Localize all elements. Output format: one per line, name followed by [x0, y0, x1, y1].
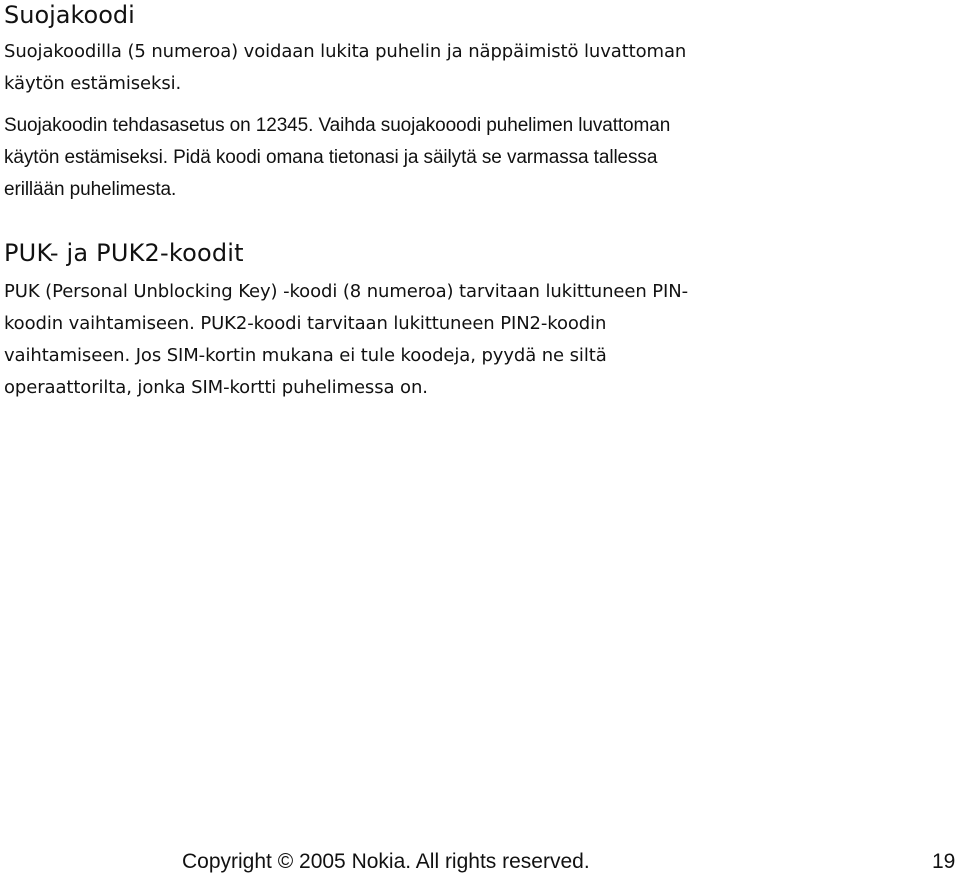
text-line: erillään puhelimesta. [4, 179, 177, 200]
paragraph-suojakoodi-default [4, 110, 794, 206]
text-line: Suojakoodin tehdasasetus on 12345. Vaihda suojakooodi puhelimen luvattoman [4, 115, 671, 136]
section-title-puk-koodit: PUK- ja PUK2-koodit [4, 239, 244, 267]
text-line: PUK (Personal Unblocking Key) -koodi (8 numeroa) tarvitaan lukittuneen PIN- [4, 281, 689, 302]
section-title-suojakoodi: Suojakoodi [4, 1, 135, 29]
text-line: vaihtamiseen. Jos SIM-kortin mukana ei tule koodeja, pyydä ne siltä [4, 345, 607, 366]
paragraph-suojakoodi-intro [4, 36, 794, 100]
text-line: käytön estämiseksi. Pidä koodi omana tietonasi ja säilytä se varmassa tallessa [4, 147, 658, 168]
paragraph-puk-koodit [4, 276, 794, 404]
page-number: 19 [932, 850, 956, 873]
text-line: koodin vaihtamiseen. PUK2-koodi tarvitaan lukittuneen PIN2-koodin [4, 313, 607, 334]
text-line: käytön estämiseksi. [4, 73, 182, 94]
text-line: operaattorilta, jonka SIM-kortti puhelimessa on. [4, 377, 428, 398]
text-line: Suojakoodilla (5 numeroa) voidaan lukita puhelin ja näppäimistö luvattoman [4, 41, 687, 62]
footer-copyright: Copyright © 2005 Nokia. All rights reserved. [182, 850, 590, 873]
